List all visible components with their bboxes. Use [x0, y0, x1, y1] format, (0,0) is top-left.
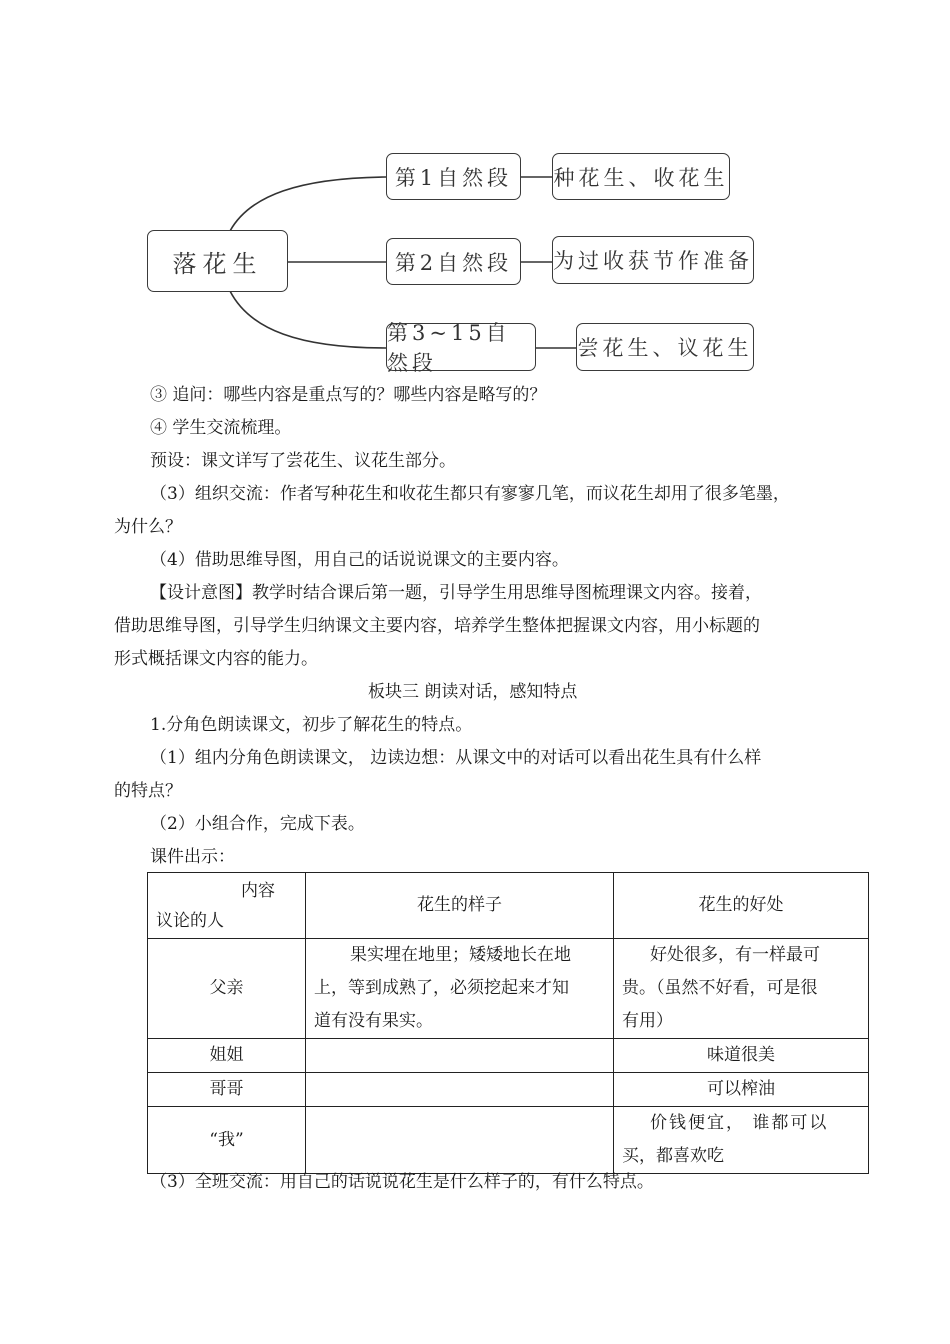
look-line: 上，等到成熟了，必须挖起来才知	[314, 978, 569, 998]
table-row	[148, 1039, 869, 1073]
table-corner-cell	[148, 873, 306, 939]
paragraph-organize-exchange-1: （3）组织交流：作者写种花生和收花生都只有寥寥几笔，而议花生却用了很多笔墨，	[150, 484, 790, 504]
paragraph-organize-exchange-2: 为什么？	[114, 517, 182, 537]
corner-label-top: 内容	[241, 880, 275, 901]
row-look	[306, 1073, 614, 1107]
paragraph-group-reading-1: （1）组内分角色朗读课文， 边读边想：从课文中的对话可以看出花生具有什么样	[150, 748, 762, 768]
mind-map-root: 落花生	[147, 230, 288, 292]
row-benefit: 味道很美	[614, 1039, 869, 1073]
benefit-line: 有用）	[622, 1011, 673, 1031]
paragraph-group-work: （2）小组合作，完成下表。	[150, 814, 365, 834]
mind-map-summary-2: 为过收获节作准备	[552, 236, 754, 284]
row-look	[306, 1107, 614, 1174]
paragraph-role-reading: 1.分角色朗读课文，初步了解花生的特点。	[150, 715, 473, 735]
row-person: 哥哥	[148, 1073, 306, 1107]
row-benefit: 可以榨油	[614, 1073, 869, 1107]
paragraph-courseware: 课件出示：	[150, 847, 235, 867]
table-row	[148, 1073, 869, 1107]
mind-map-section-1: 第1自然段	[386, 153, 521, 200]
column-header-benefit: 花生的好处	[614, 873, 869, 939]
mind-map-section-3: 第3~15自然段	[386, 323, 536, 371]
table-header-row	[148, 873, 869, 939]
paragraph-design-intent-1: 【设计意图】教学时结合课后第一题，引导学生用思维导图梳理课文内容。接着，	[150, 583, 762, 603]
corner-label-bottom: 议论的人	[156, 910, 224, 931]
benefit-line: 价钱便宜， 谁都可以	[650, 1113, 829, 1133]
benefit-line: 买，都喜欢吃	[622, 1146, 724, 1166]
paragraph-student-exchange: ④ 学生交流梳理。	[150, 418, 292, 438]
benefit-line: 贵。（虽然不好看，可是很	[622, 978, 818, 998]
mind-map-summary-3: 尝花生、议花生	[576, 323, 754, 371]
paragraph-followup-question: ③ 追问：哪些内容是重点写的？哪些内容是略写的？	[150, 385, 547, 405]
look-line: 道有没有果实。	[314, 1011, 433, 1031]
paragraph-design-intent-2: 借助思维导图，引导学生归纳课文主要内容，培养学生整体把握课文内容，用小标题的	[114, 616, 760, 636]
column-header-look: 花生的样子	[306, 873, 614, 939]
row-look	[306, 1039, 614, 1073]
look-line: 果实埋在地里；矮矮地长在地	[350, 945, 571, 965]
section-title: 板块三 朗读对话，感知特点	[368, 682, 578, 702]
row-person: 父亲	[148, 939, 306, 1039]
paragraph-design-intent-3: 形式概括课文内容的能力。	[114, 649, 318, 669]
row-benefit	[614, 939, 869, 1039]
table-row	[148, 1107, 869, 1174]
paragraph-retell: （4）借助思维导图，用自己的话说说课文的主要内容。	[150, 550, 569, 570]
mind-map-section-2: 第2自然段	[386, 238, 521, 285]
row-benefit	[614, 1107, 869, 1174]
row-person: 姐姐	[148, 1039, 306, 1073]
paragraph-class-exchange: （3）全班交流：用自己的话说说花生是什么样子的，有什么特点。	[150, 1172, 654, 1192]
paragraph-preset: 预设：课文详写了尝花生、议花生部分。	[150, 451, 456, 471]
mind-map	[0, 0, 950, 380]
table-row	[148, 939, 869, 1039]
mind-map-summary-1: 种花生、收花生	[552, 153, 730, 200]
peanut-table	[147, 872, 869, 1174]
row-look	[306, 939, 614, 1039]
row-person: “我”	[148, 1107, 306, 1174]
paragraph-group-reading-2: 的特点？	[114, 781, 182, 801]
benefit-line: 好处很多，有一样最可	[650, 945, 820, 965]
